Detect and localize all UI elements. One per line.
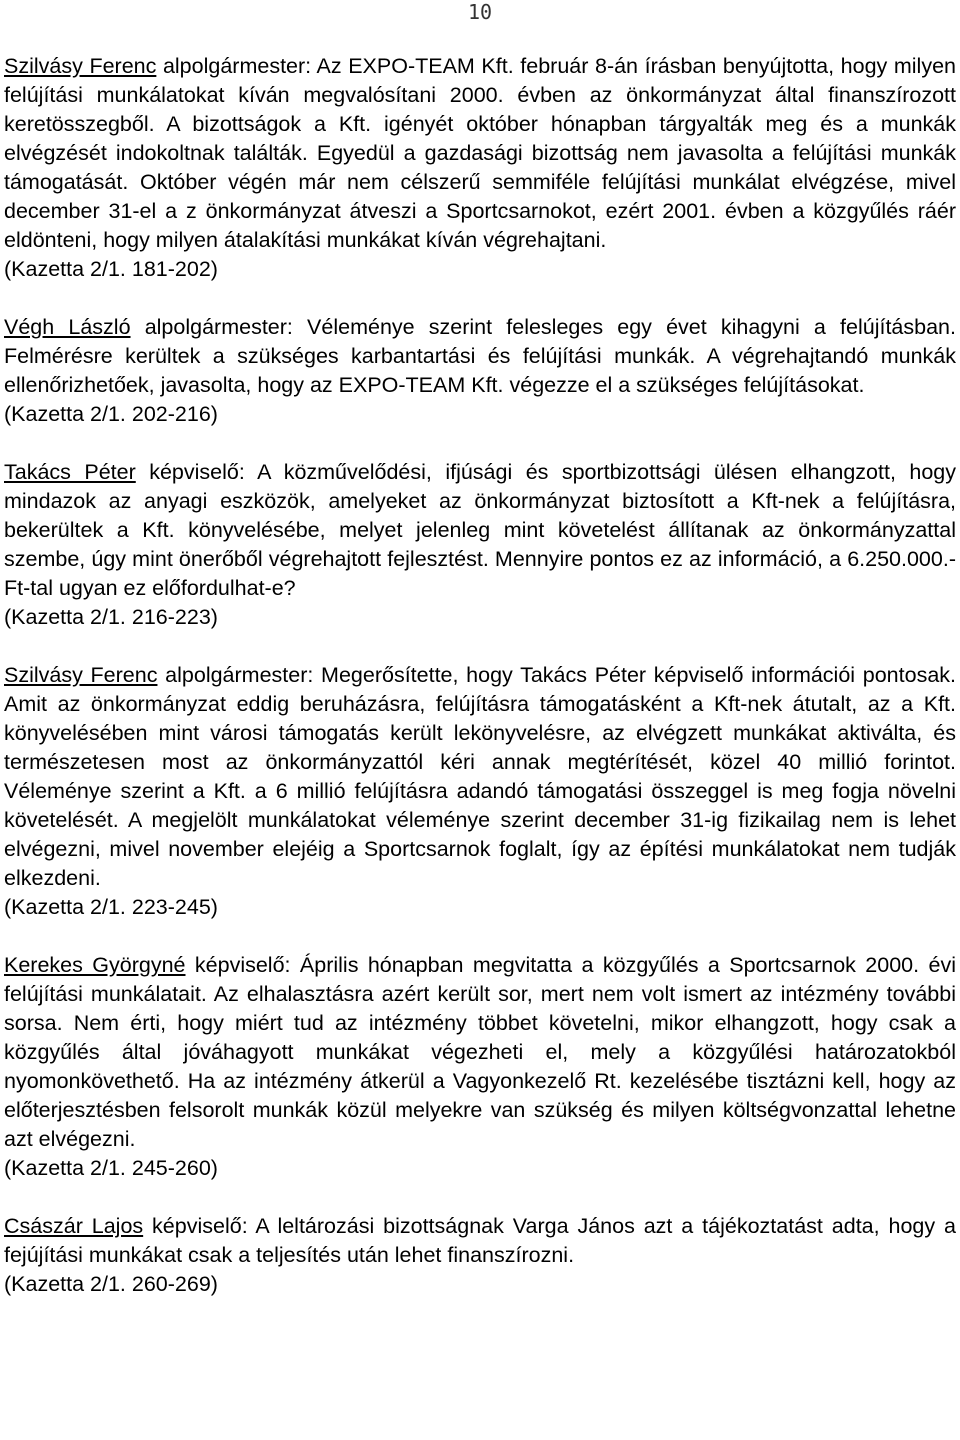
statement-text: képviselő: A leltározási bizottságnak Varga János azt a tájékoztatást adta, hogy a fejújítási munkákat csak a teljesítés után lehet finanszírozni. — [4, 1214, 956, 1267]
paragraph-text — [4, 313, 956, 400]
speaker-name: Szilvásy Ferenc — [4, 54, 157, 78]
speaker-name: Végh László — [4, 315, 131, 339]
paragraph-2 — [4, 313, 956, 429]
speaker-name: Takács Péter — [4, 460, 136, 484]
statement-text: alpolgármester: Véleménye szerint felesleges egy évet kihagyni a felújításban. Felmérésre kerültek a szükséges karbantartási és felújítási munkák. A végrehajtandó munkák ellenőrizhetőek, javasolta, hogy az EXPO-TEAM Kft. végezze el a szükséges felújításokat. — [4, 315, 956, 397]
paragraph-text — [4, 458, 956, 603]
speaker-name: Császár Lajos — [4, 1214, 144, 1238]
paragraph-text — [4, 951, 956, 1154]
tape-reference: (Kazetta 2/1. 223-245) — [4, 895, 218, 919]
tape-reference: (Kazetta 2/1. 260-269) — [4, 1272, 218, 1296]
paragraph-6 — [4, 1212, 956, 1299]
paragraph-3 — [4, 458, 956, 632]
statement-text: alpolgármester: Az EXPO-TEAM Kft. február 8-án írásban benyújtotta, hogy milyen felújítási munkálatokat kíván megvalósítani 2000. évben az önkormányzat által finanszírozott keretösszegből. A bizottságok a Kft. igényét október hónapban tárgyalták meg és a munkák elvégzését indokoltnak találták. Egyedül a gazdasági bizottság nem javasolta a felújítási munkák támogatását. Október végén már nem célszerű semmiféle felújítási munkálat elvégzése, mivel december 31-el a z önkormányzat átveszi a Sportcsarnokot, ezért 2001. évben a közgyűlés ráér eldönteni, hogy milyen átalakítási munkákat kíván végrehajtani. — [4, 54, 956, 252]
statement-text: alpolgármester: Megerősítette, hogy Takács Péter képviselő információi pontosak. Amit az önkormányzat eddig beruházásra, felújításra támogatásként a Kft-nek átutalt, az a Kft. könyvelésében mint városi támogatás került lekönyvelésre, az elvégzett munkákat aktiválta, és természetesen most az önkormányzattól kéri annak megtérítését, közel 40 millió forintot. Véleménye szerint a Kft. a 6 millió felújításra adandó támogatási összeggel is meg fogja növelni követelését. A megjelölt munkálatokat véleménye szerint december 31-ig fizikailag nem is lehet elvégezni, mivel november elejéig a Sportcsarnok foglalt, így az építési munkálatokat nem tudják elkezdeni. — [4, 663, 956, 890]
tape-reference: (Kazetta 2/1. 202-216) — [4, 402, 218, 426]
tape-reference: (Kazetta 2/1. 216-223) — [4, 605, 218, 629]
paragraph-1 — [4, 52, 956, 284]
page-number: 10 — [467, 0, 493, 24]
speaker-name: Kerekes Györgyné — [4, 953, 186, 977]
tape-reference: (Kazetta 2/1. 245-260) — [4, 1156, 218, 1180]
paragraph-text — [4, 52, 956, 255]
tape-reference: (Kazetta 2/1. 181-202) — [4, 257, 218, 281]
paragraph-text — [4, 1212, 956, 1270]
speaker-name: Szilvásy Ferenc — [4, 663, 158, 687]
statement-text: képviselő: Április hónapban megvitatta a közgyűlés a Sportcsarnok 2000. évi felújítási munkálatait. Az elhalasztásra azért került sor, mert nem volt ismert az intézmény további sorsa. Nem érti, hogy miért tud az intézmény többet követelni, mikor elhangzott, hogy csak a közgyűlés által jóváhagyott munkákat végezheti el, mely a közgyűlési határozatokból nyomonkövethető. Ha az intézmény átkerül a Vagyonkezelő Rt. kezelésébe tisztázni kell, hogy az előterjesztésben felsorolt munkák közül melyekre van szükség és milyen költségvonzattal lehetne azt elvégezni. — [4, 953, 957, 1151]
statement-text: képviselő: A közművelődési, ifjúsági és sportbizottsági ülésen elhangzott, hogy mindazok az anyagi eszközök, amelyeket az önkormányzat biztosított a Kft-nek a felújításra, bekerültek a Kft. könyvelésébe, melyet jelenleg mint követelést állítanak az önkormányzattal szembe, úgy mint önerőből végrehajtott fejlesztést. Mennyire pontos ez az információ, a 6.250.000.- Ft-tal ugyan ez előfordulhat-e? — [4, 460, 956, 600]
document-body — [4, 52, 956, 1328]
paragraph-4 — [4, 661, 956, 922]
paragraph-text — [4, 661, 956, 893]
paragraph-5 — [4, 951, 956, 1183]
